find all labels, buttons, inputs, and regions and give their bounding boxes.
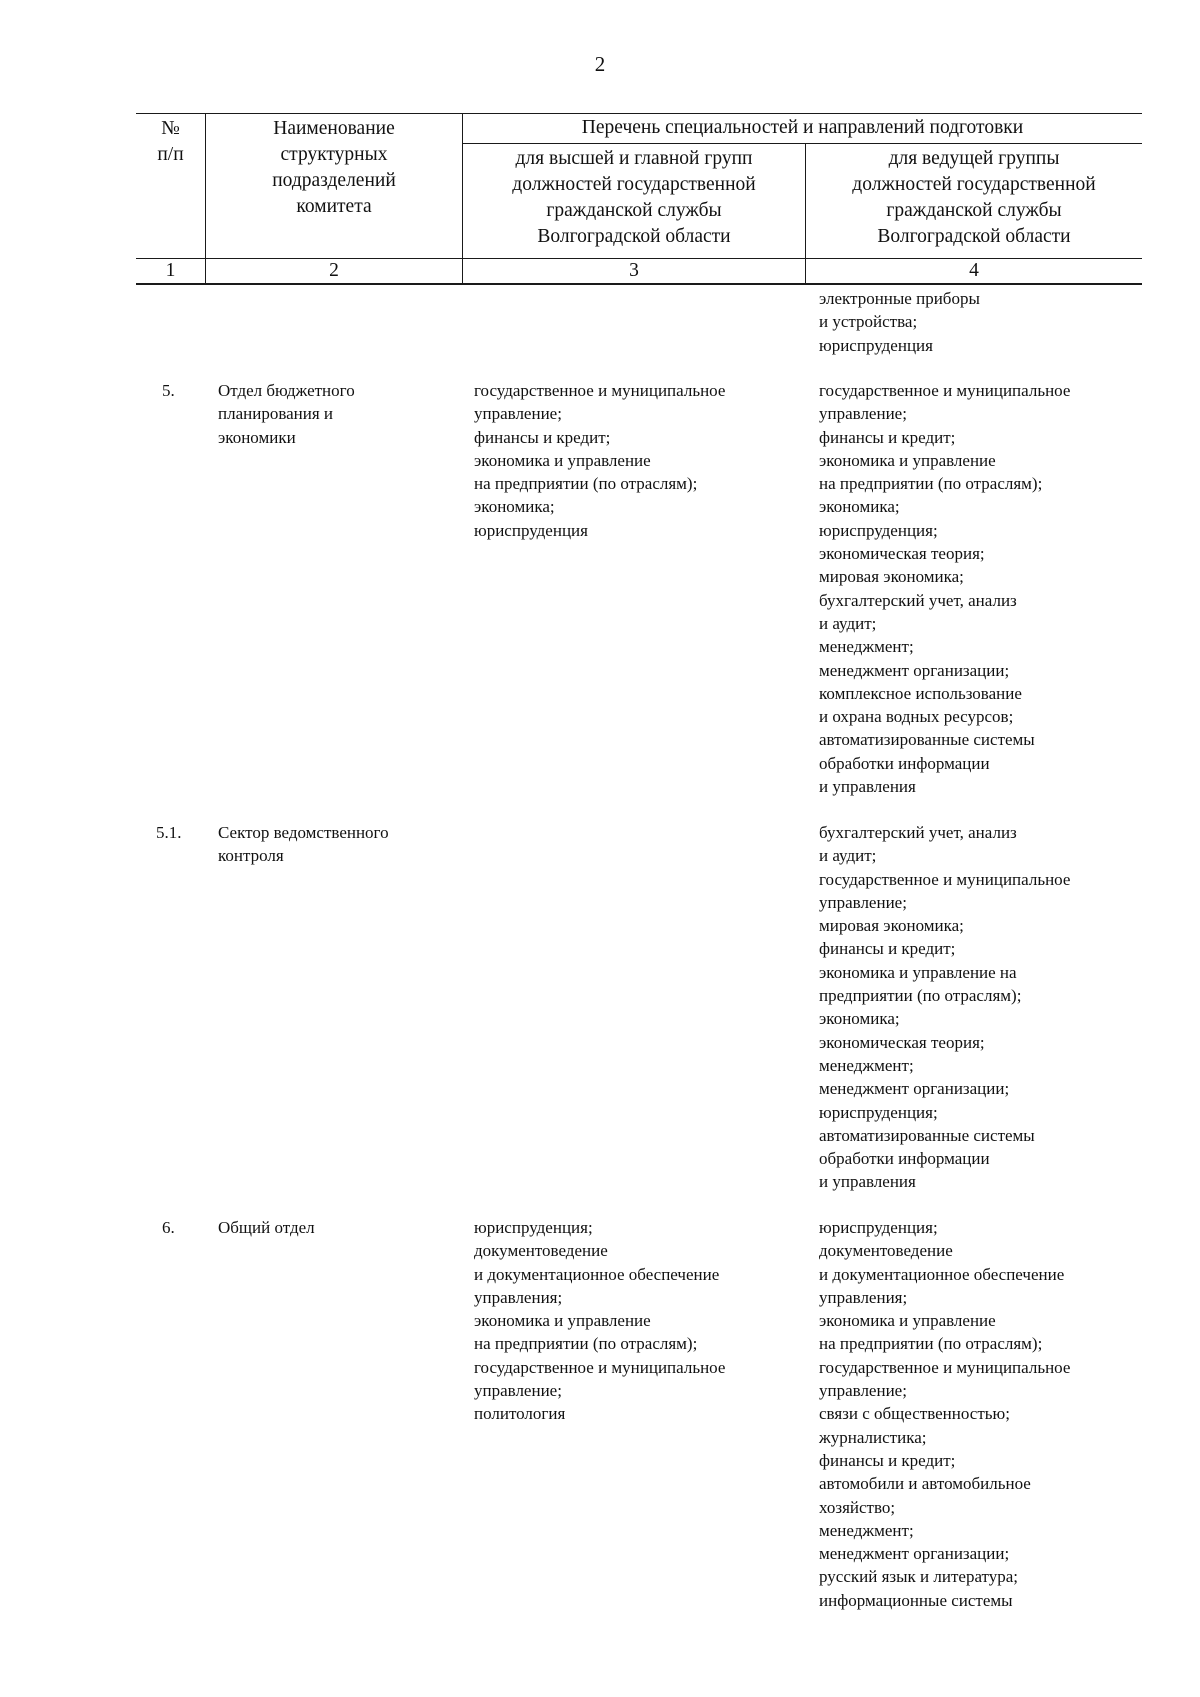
header-group-rule [462,143,1142,144]
row-6-unit-name: Общий отдел [218,1218,315,1237]
column-number-1: 1 [165,260,176,281]
header-top-rule [136,113,1142,114]
header-col-senior-groups: для высшей и главной групп должностей государственной гражданской службы Волгоградской области [512,148,756,247]
row-5-col3: государственное и муниципальное управление; финансы и кредит; экономика и управление на предприятии (по отраслям); экономика; юриспруденция [474,381,726,540]
numbering-bottom-rule [136,283,1142,285]
header-col-number: № п/п [157,118,184,165]
row-5-number: 5. [162,381,175,400]
column-number-3: 3 [629,260,639,281]
column-number-4: 4 [969,260,979,281]
header-col-unit-name: Наименование структурных подразделений комитета [272,118,396,217]
row-continuation-col4: электронные приборы и устройства; юриспруденция [819,289,980,355]
row-6-col4: юриспруденция; документоведение и документационное обеспечение управления; экономика и управление на предприятии (по отраслям); государственное и муниципальное управление; связи с общественностью; журналистика; финансы и кредит; автомобили и автомобильное хозяйство; менеджмент; менеджмент организации; русский язык и литература; информационные системы [819,1218,1071,1610]
page-number: 2 [594,52,606,76]
row-6-col3: юриспруденция; документоведение и документационное обеспечение управления; экономика и управление на предприятии (по отраслям); государственное и муниципальное управление; политология [474,1218,726,1424]
header-group-title: Перечень специальностей и направлений подготовки [581,117,1024,138]
header-col-leading-group: для ведущей группы должностей государственной гражданской службы Волгоградской области [852,148,1096,247]
row-5-unit-name: Отдел бюджетного планирования и экономики [218,381,355,447]
row-5-1-number: 5.1. [156,823,182,842]
column-number-2: 2 [329,260,339,281]
row-6-number: 6. [162,1218,175,1237]
row-5-col4: государственное и муниципальное управление; финансы и кредит; экономика и управление на предприятии (по отраслям); экономика; юриспруденция; экономическая теория; мировая экономика; бухгалтерский учет, анализ и аудит; менеджмент; менеджмент организации; комплексное использование и охрана водных ресурсов; автоматизированные системы обработки информации и управления [819,381,1071,797]
row-5-1-col4: бухгалтерский учет, анализ и аудит; государственное и муниципальное управление; мировая экономика; финансы и кредит; экономика и управление на предприятии (по отраслям); экономика; экономическая теория; менеджмент; менеджмент организации; юриспруденция; автоматизированные системы обработки информации и управления [819,823,1071,1192]
row-5-1-unit-name: Сектор ведомственного контроля [218,823,389,866]
